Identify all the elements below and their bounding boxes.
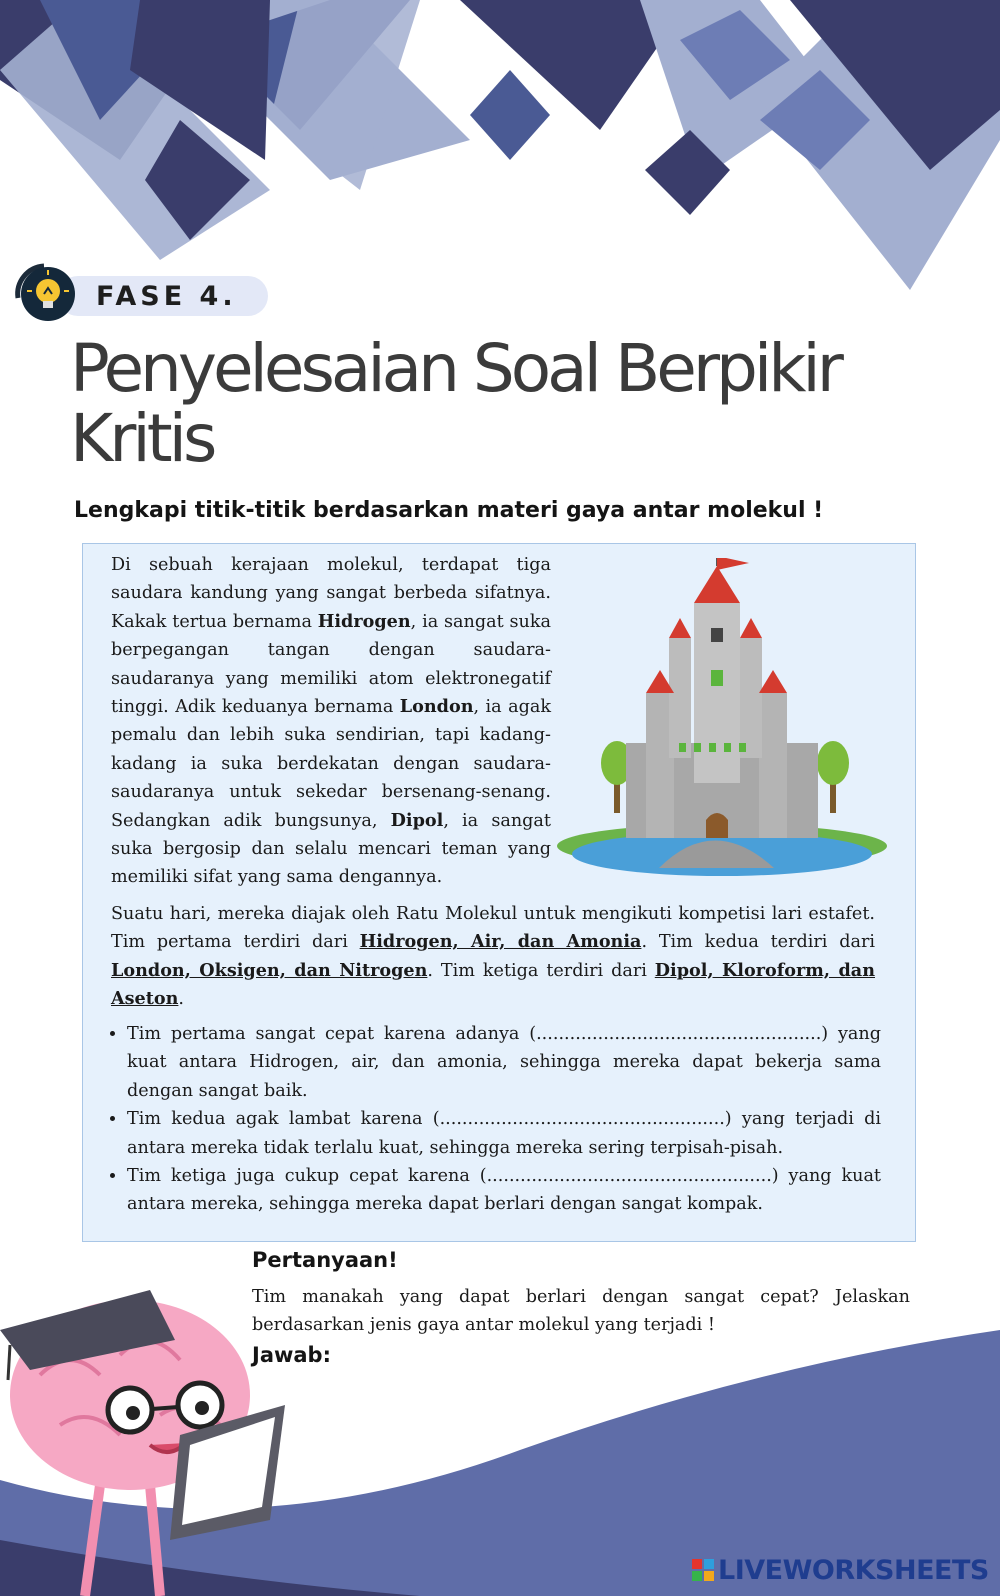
fill-in-item[interactable]: • Tim kedua agak lambat karena (...................................................) yang terjadi di antara mereka tidak terlalu kuat, sehingga mereka sering terpisah-pisah. (127, 1105, 881, 1162)
story-paragraph-1: Di sebuah kerajaan molekul, terdapat tiga saudara kandung yang sangat berbeda sifatnya. Kakak tertua bernama Hidrogen, ia sangat suka berpegangan tangan dengan saudara-saudaranya yang memiliki atom elektronegatif tinggi. Adik keduanya bernama London, ia agak pemalu dan lebih suka sendirian, tapi kadang-kadang ia suka berdekatan dengan saudara-saudaranya untuk sekedar bersenang-senang. Sedangkan adik bungsunya, Dipol, ia sangat suka bergosip dan selalu mencari teman yang memiliki sifat yang sama dengannya. (111, 555, 551, 888)
fill-in-item[interactable]: • Tim ketiga juga cukup cepat karena (...................................................) yang kuat antara mereka, sehingga mereka dapat berlari dengan sangat kompak. (127, 1162, 881, 1219)
question-text: Tim manakah yang dapat berlari dengan sangat cepat? Jelaskan berdasarkan jenis gaya antar molekul yang terjadi ! (252, 1287, 910, 1336)
fill-in-item[interactable]: • Tim pertama sangat cepat karena adanya (...................................................) yang kuat antara Hidrogen, air, dan amonia, sehingga mereka dapat bekerja sama dengan sangat baik. (127, 1020, 881, 1105)
liveworksheets-mark-icon (692, 1559, 714, 1581)
page-title: Penyelesaian Soal Berpikir Kritis (70, 330, 840, 477)
castle-image (554, 558, 890, 888)
phase-label: FASE 4. (96, 281, 237, 312)
team-2-members: London, Oksigen, dan Nitrogen (111, 959, 428, 981)
header-decoration (0, 0, 1000, 300)
story-paragraph-2: Suatu hari, mereka diajak oleh Ratu Molekul untuk mengikuti kompetisi lari estafet. Tim pertama terdiri dari Hidrogen, Air, dan Amonia. Tim kedua terdiri dari London, Oksigen, dan Nitrogen. Tim ketiga terdiri dari Dipol, Kloroform, dan Aseton. (111, 904, 875, 1010)
brand-text: LIVEWORKSHEETS (718, 1555, 989, 1586)
lightbulb-icon (10, 258, 78, 326)
team-1-members: Hidrogen, Air, dan Amonia (359, 931, 642, 953)
question-heading: Pertanyaan! (252, 1248, 398, 1272)
instruction: Lengkapi titik-titik berdasarkan materi gaya antar molekul ! (74, 498, 824, 523)
liveworksheets-logo[interactable] (692, 1555, 992, 1591)
team-3-members: Dipol, Kloroform, dan Aseton (111, 959, 875, 1010)
answer-label: Jawab: (252, 1343, 331, 1367)
fill-in-list (105, 1020, 881, 1219)
